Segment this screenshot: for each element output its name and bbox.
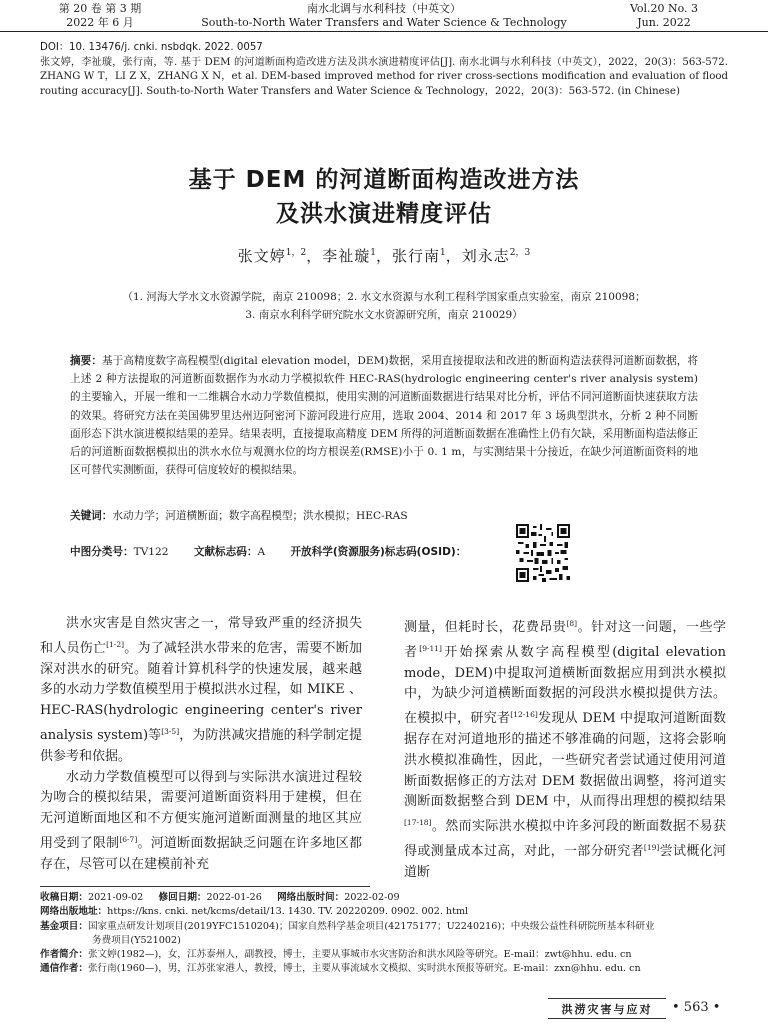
- keywords-text: 水动力学；河道横断面；数字高程模型；洪水模拟；HEC-RAS: [112, 510, 408, 522]
- affiliations: （1. 河海大学水文水资源学院，南京 210098；2. 水文水资源与水利工程科学国家重点实验室，南京 210098； 3. 南京水利科学研究院水文水资源研究所，南京 210029）: [122, 291, 646, 321]
- footnote-corresponding: 通信作者：张行南(1960—)，男，江苏张家港人，教授，博士，主要从事流域水文模拟、实时洪水预报等研究。E-mail：zxn@hhu. edu. cn: [40, 963, 641, 975]
- author-affil-mark: 2，3: [509, 248, 531, 258]
- doi: DOI：10. 13476/j. cnki. nsbdqk. 2022. 0057: [40, 42, 263, 53]
- abstract-text: 基于高精度数字高程模型(digital elevation model，DEM)数据，采用直接提取法和改进的断面构造法获得河道断面数据，将上述 2 种方法提取的河道断面数据作为水动力学模拟软件 HEC-RAS(hydrologic engineering center's river analysis system)的主要输入，开展一维和一二维耦合水动力学数值模拟，使用实测的河道断面数据进行结果对比分析，评估不同河道断面快速获取方法的效果。将研究方法在美国佛罗里达州迈阿密河下游河段进行应用，选取 2004、2014 和 2017 年 3 场典型洪水，分析 2 种不同断面形态下洪水演进模拟结果的差异。结果表明，直接提取高精度 DEM 所得的河道断面数据在准确性上仍有欠缺，采用断面构造法修正后的河道断面数据模拟出的洪水水位与观测水位的均方根误差(RMSE)小于 0. 1 m，与实测结果十分接近，在缺少河道断面资料的地区可替代实测断面，获得可信度较好的模拟结果。: [70, 355, 699, 477]
- citation-block: [40, 41, 728, 99]
- footnote-author: 作者简介：张文婷(1982—)，女，江苏泰州人，副教授，博士，主要从事城市水灾害防治和洪水风险等研究。E-mail：zwt@hhu. edu. cn: [40, 949, 632, 961]
- paper-title: 基于 DEM 的河道断面构造改进方法 及洪水演进精度评估: [188, 167, 580, 227]
- keywords: [70, 508, 698, 524]
- body-paragraph: 测量，但耗时长，花费昂贵[8]。针对这一问题，一些学者[9-11]开始探索从数字高程模型(digital elevation mode，DEM)中提取河道横断面数据应用到洪水模拟中，为缺少河道横断面数据的河段洪水模拟提供方法。在模拟中，研究者[12-16]发现从 DEM 中提取河道断面数据存在对河道地形的描述不够准确的问题，这将会影响洪水模拟准确性，因此，一些研究者尝试通过使用河道断面数据修正的方法对 DEM 数据做出调整，将河道实测断面数据整合到 DEM 中，从而得出理想的模拟结果[17-18]。然而实际洪水模拟中许多河段的断面数据不易获得或测量成本过高，对此，一部分研究者[19]尝试概化河道断: [404, 619, 726, 880]
- keywords-label: 关键词：: [70, 510, 113, 522]
- osid-label: 开放科学(资源服务)标志码(OSID)：: [290, 546, 467, 558]
- abstract-label: 摘要：: [70, 355, 103, 367]
- citation-ref[interactable]: [6-7]: [119, 834, 138, 844]
- citation-ref[interactable]: [3-5]: [161, 726, 180, 736]
- clc-value: TV122: [133, 546, 169, 558]
- citation-ref[interactable]: [17-18]: [404, 818, 432, 828]
- author-affil-mark: 1: [370, 248, 376, 258]
- column-tag: 洪涝灾害与应对: [548, 998, 666, 1019]
- body-column-right: [404, 614, 726, 884]
- footnote-fund: 基金项目：国家重点研发计划项目(2019YFC1510204)；国家自然科学基金项目(42175177；U2240216)；中央级公益性科研院所基本科研业: [40, 920, 655, 932]
- author-name: 刘永志: [461, 247, 510, 265]
- citation-ref[interactable]: [9-11]: [419, 643, 442, 653]
- clc-label: 中图分类号：: [70, 546, 134, 558]
- page-footer: [548, 998, 728, 1020]
- body-paragraph: 洪水灾害是自然灾害之一，常导致严重的经济损失和人员伤亡[1-2]。为了减轻洪水带来的危害，需要不断加深对洪水的研究。随着计算机科学的快速发展，越来越多的水动力学数值模型用于模拟洪水过程，如 MIKE 、HEC-RAS(hydrologic engineering center's river analysis system)等[3-5]，为防洪减灾措施的科学制定提供参考和依据。: [40, 616, 362, 764]
- header-volume-en: Vol.20 No. 3 Jun. 2022: [629, 2, 699, 29]
- online-url-link[interactable]: https://kns. cnki. net/kcms/detail/13. 1430. TV. 20220209. 0902. 002. html: [107, 906, 469, 918]
- footnotes: [40, 891, 728, 977]
- running-header: [0, 0, 768, 32]
- header-volume: 第 20 卷 第 3 期 2022 年 6 月: [58, 2, 142, 29]
- author-name: 张文婷: [237, 247, 286, 265]
- page-number: • 563 •: [672, 1000, 721, 1015]
- author-affil-mark: 1，2: [285, 248, 307, 258]
- citation-ref[interactable]: [12-16]: [510, 710, 538, 720]
- citation-ref[interactable]: [8]: [566, 619, 578, 628]
- author-list: 张文婷$^{1,2}$，李祉璇$^1$，张行南$^1$，刘永志$^{2,3}$: [237, 247, 531, 265]
- body-column-left: [40, 614, 362, 876]
- footnote-divider: [40, 886, 370, 887]
- classification-line: [70, 544, 520, 560]
- doc-code-label: 文献标志码：: [193, 546, 258, 558]
- author-affil-mark: 1: [440, 248, 446, 258]
- osid-qr-code-icon[interactable]: [516, 524, 570, 582]
- body-paragraph: 水动力学数值模型可以得到与实际洪水演进过程较为吻合的模拟结果，需要河道断面资料用于建模，但在无河道断面地区和不方便实施河道断面测量的地区其应用受到了限制[6-7]。河道断面数据缺乏问题在许多地区都存在，尽管可以在建模前补充: [40, 769, 362, 872]
- doc-code-value: A: [257, 546, 266, 558]
- author-name: 张行南: [392, 247, 441, 265]
- author-name: 李祉璇: [322, 247, 371, 265]
- footnote-fund-cont: 务费项目(Y521002): [92, 934, 181, 946]
- footnote-dates: 收稿日期：2021-09-02 修回日期：2022-01-26 网络出版时间：2022-02-09: [40, 892, 400, 903]
- abstract: [70, 352, 698, 479]
- citation-ref[interactable]: [1-2]: [106, 639, 125, 649]
- citation-text: 张文婷，李祉璇，张行南，等. 基于 DEM 的河道断面构造改进方法及洪水演进精度评估[J]. 南水北调与水利科技（中英文），2022，20(3)：563-572. ZHANG W T，LI Z X，ZHANG X N，et al. DEM-based improved method for river cross-sections modification and evaluation of flood routing accuracy[J]. South-to-North Water Transfers and Water Science & Technology，2022，20(3)：563-572. (in Chinese): [40, 56, 728, 97]
- footnote-url: 网络出版地址：https://kns. cnki. net/kcms/detail/13. 1430. TV. 20220209. 0902. 002. html: [40, 906, 469, 918]
- header-journal: 南水北调与水利科技（中英文） South-to-North Water Transfers and Water Science & Technology: [201, 2, 567, 29]
- citation-ref[interactable]: [19]: [643, 842, 660, 852]
